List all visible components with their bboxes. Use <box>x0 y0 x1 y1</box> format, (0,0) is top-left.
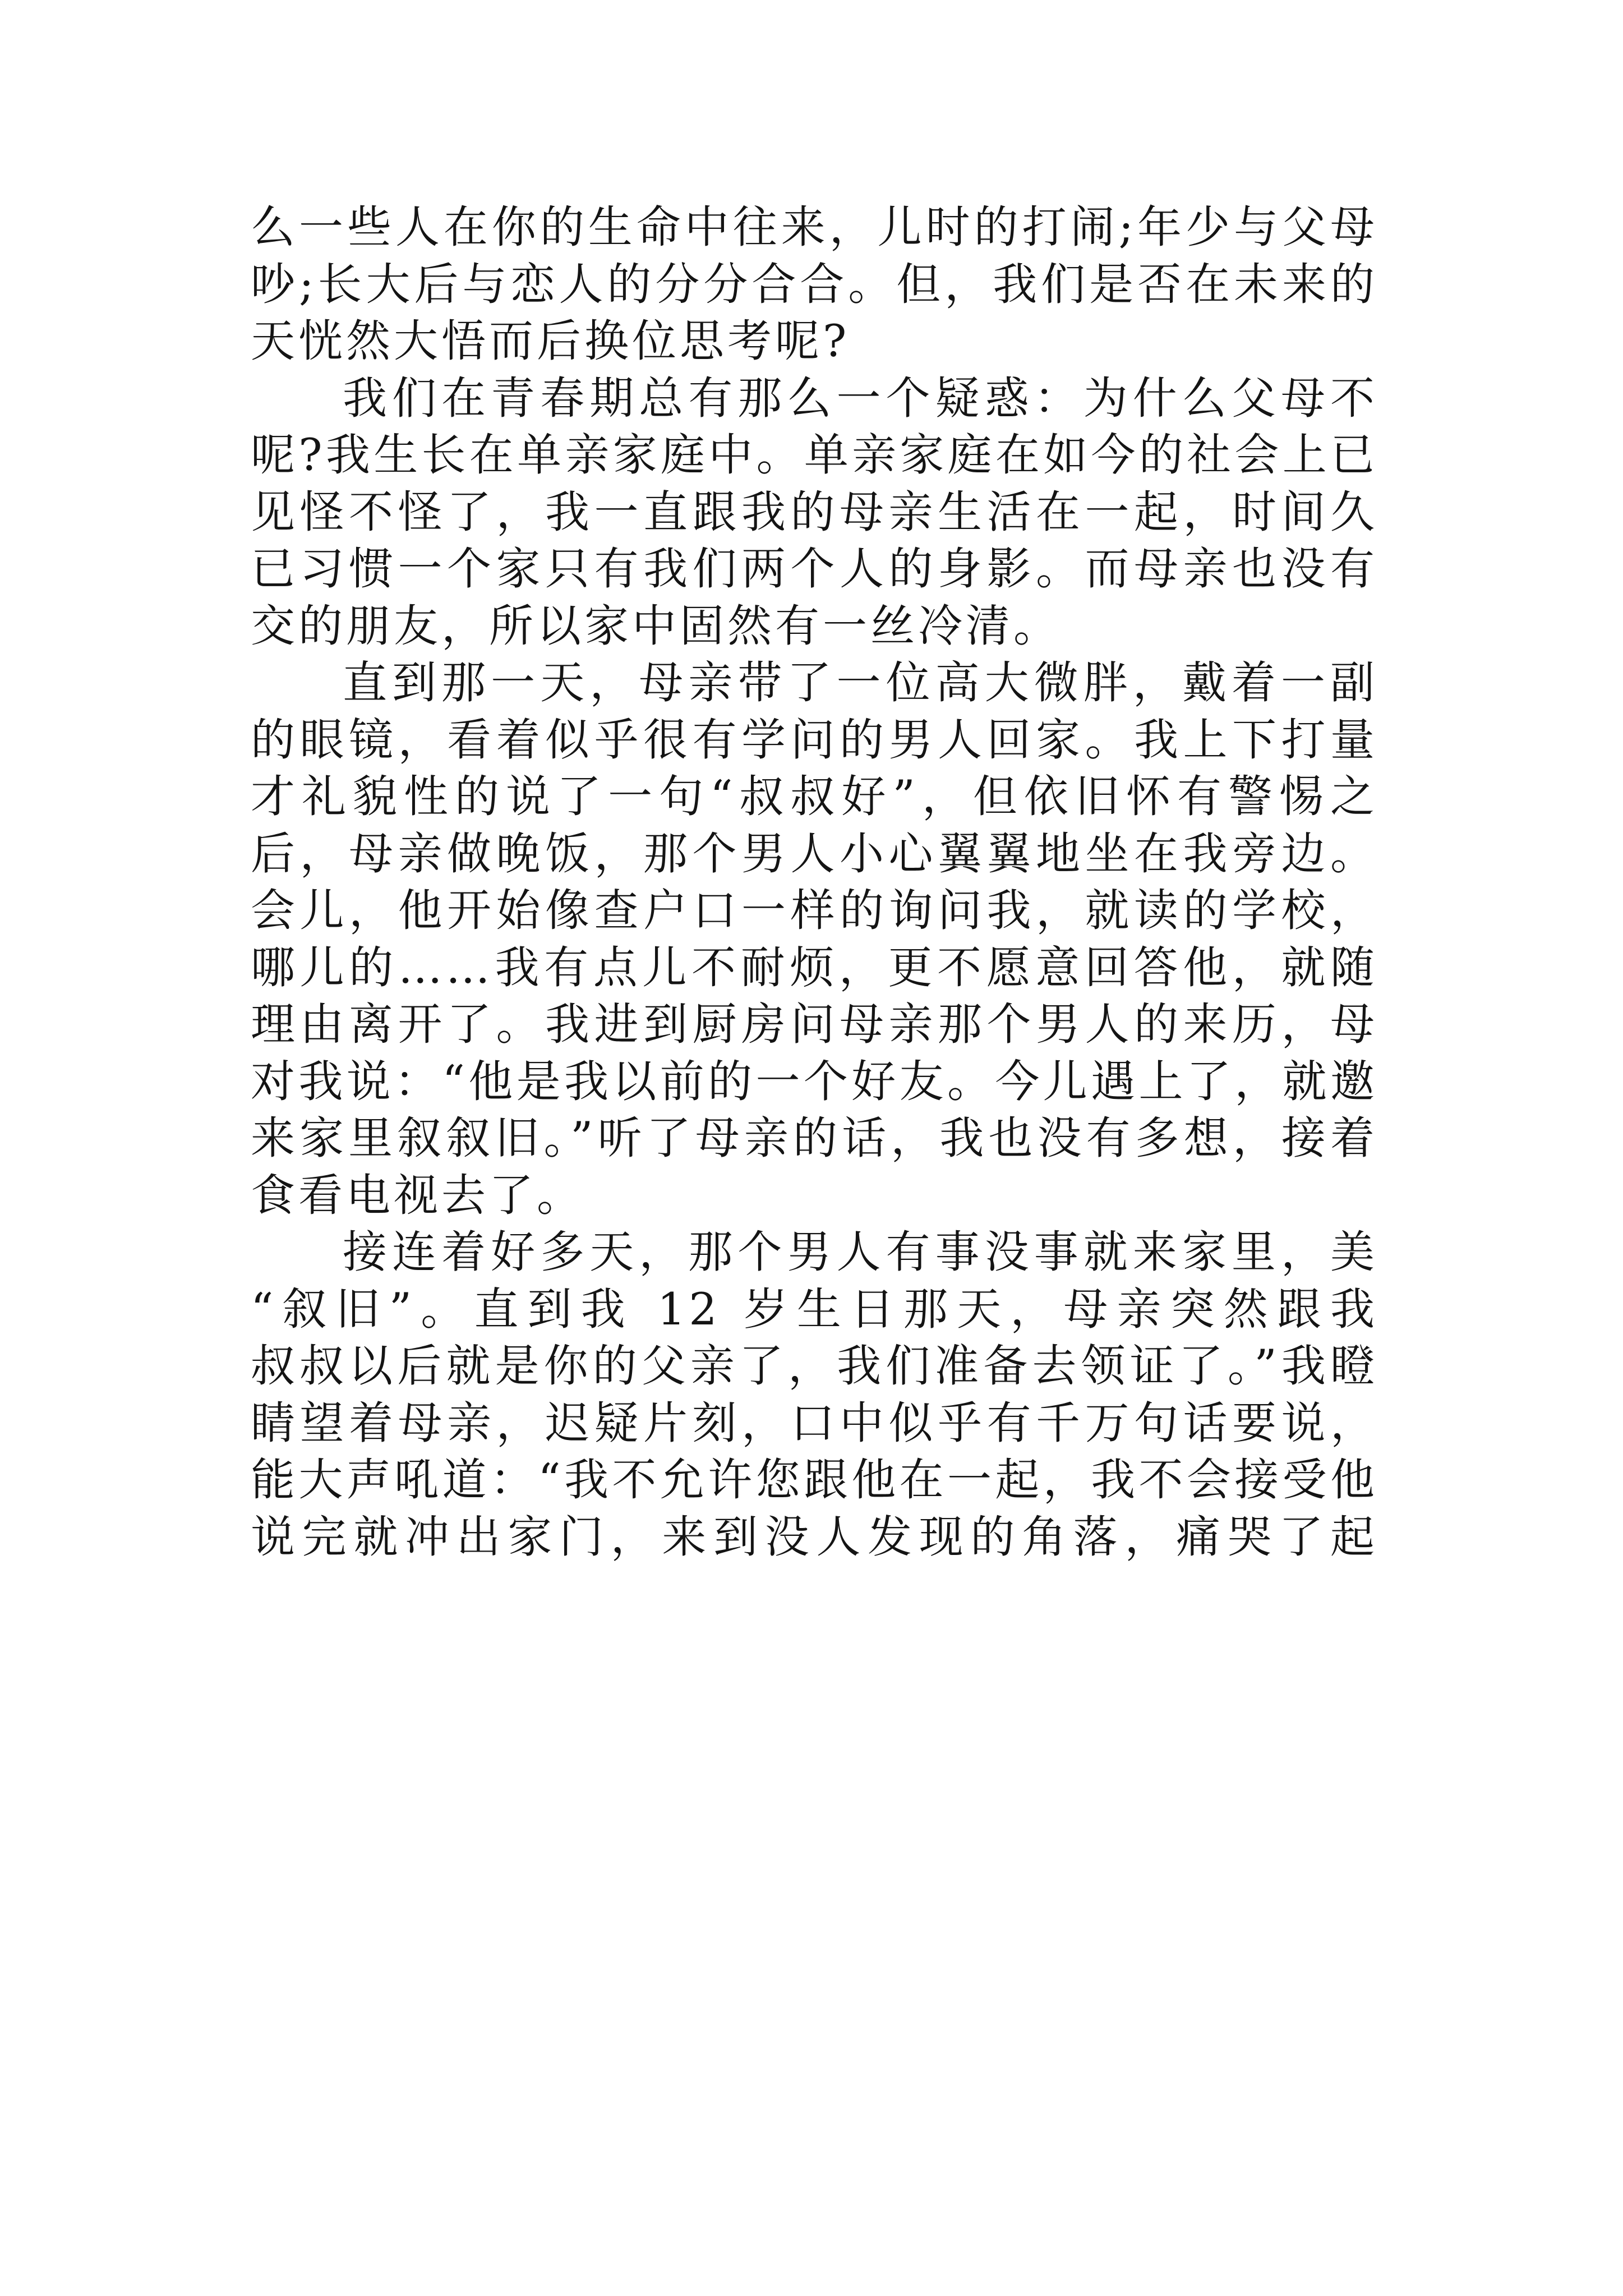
text-line: 才礼貌性的说了一句“叔叔好”，但依旧怀有警惕之 <box>251 771 1378 822</box>
text-line: 理由离开了。我进到厨房问母亲那个男人的来历，母 <box>251 999 1378 1050</box>
text-line: “叙旧”。直到我 12 岁生日那天，母亲突然跟我 <box>251 1283 1378 1335</box>
text-line: 来家里叙叙旧。”听了母亲的话，我也没有多想，接着 <box>251 1112 1378 1164</box>
text-line: 说完就冲出家门，来到没人发现的角落，痛哭了起 <box>251 1511 1378 1563</box>
text-line: 直到那一天，母亲带了一位高大微胖，戴着一副 <box>343 657 1378 708</box>
text-line: 已习惯一个家只有我们两个人的身影。而母亲也没有 <box>251 543 1378 595</box>
text-line: 见怪不怪了，我一直跟我的母亲生活在一起，时间久 <box>251 486 1378 538</box>
text-line: 吵;长大后与恋人的分分合合。但，我们是否在未来的 <box>251 258 1378 310</box>
text-line: 接连着好多天，那个男人有事没事就来家里，美 <box>343 1226 1378 1278</box>
text-line: 哪儿的……我有点儿不耐烦，更不愿意回答他，就随 <box>251 941 1378 993</box>
text-line: 天恍然大悟而后换位思考呢? <box>251 315 850 367</box>
text-line: 叔叔以后就是你的父亲了，我们准备去领证了。”我瞪 <box>251 1340 1378 1392</box>
text-line: 交的朋友，所以家中固然有一丝冷清。 <box>251 600 1061 652</box>
text-line: 么一些人在你的生命中往来，儿时的打闹;年少与父母 <box>251 201 1378 253</box>
text-line: 睛望着母亲，迟疑片刻，口中似乎有千万句话要说， <box>251 1397 1378 1449</box>
text-line: 食看电视去了。 <box>251 1169 584 1221</box>
document-body <box>251 199 1378 1566</box>
text-line: 会儿，他开始像查户口一样的询问我，就读的学校， <box>251 885 1378 936</box>
text-line: 我们在青春期总有那么一个疑惑：为什么父母不 <box>343 372 1378 424</box>
text-line: 后，母亲做晚饭，那个男人小心翼翼地坐在我旁边。 <box>251 827 1378 880</box>
text-line: 对我说：“他是我以前的一个好友。今儿遇上了，就邀 <box>251 1055 1378 1107</box>
text-line: 的眼镜，看着似乎很有学问的男人回家。我上下打量 <box>251 714 1378 766</box>
text-line: 能大声吼道：“我不允许您跟他在一起，我不会接受他 <box>251 1454 1378 1506</box>
text-line: 呢?我生长在单亲家庭中。单亲家庭在如今的社会上已 <box>251 429 1378 481</box>
